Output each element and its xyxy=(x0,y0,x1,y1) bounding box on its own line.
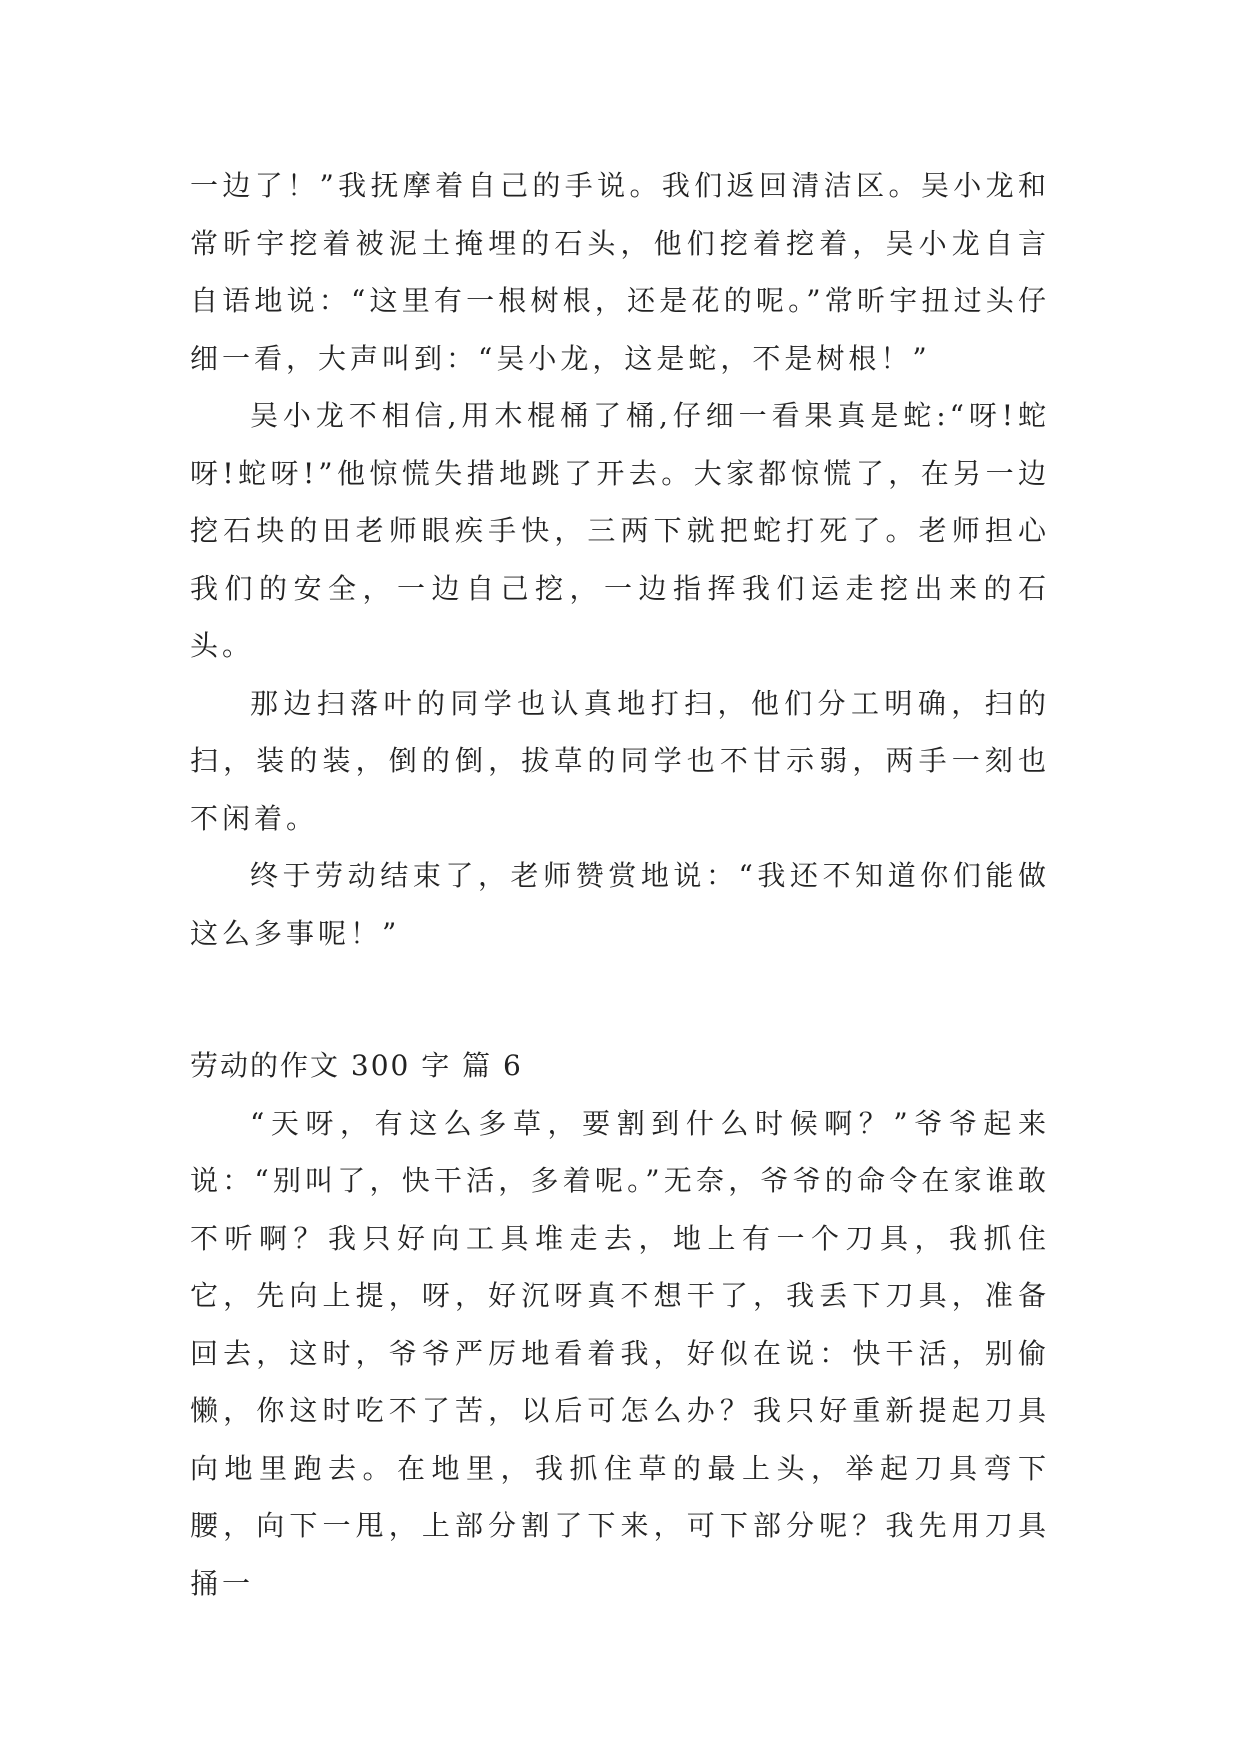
paragraph-continuation: 一边了！”我抚摩着自己的手说。我们返回清洁区。吴小龙和常昕宇挖着被泥土掩埋的石头，他们挖着挖着，吴小龙自言自语地说：“这里有一根树根，还是花的呢。”常昕宇扭过头仔细一看，大声叫到：“吴小龙，这是蛇，不是树根！” xyxy=(190,169,1050,375)
paragraph-grandpa: “天呀，有这么多草，要割到什么时候啊？”爷爷起来说：“别叫了，快干活，多着呢。”无奈，爷爷的命令在家谁敢不听啊？我只好向工具堆走去，地上有一个刀具，我抓住它，先向上提，呀，好沉呀真不想干了，我丢下刀具，准备回去，这时，爷爷严厉地看着我，好似在说：快干活，别偷懒，你这时吃不了苦，以后可怎么办？我只好重新提起刀具向地里跑去。在地里，我抓住草的最上头，举起刀具弯下腰，向下一甩，上部分割了下来，可下部分呢？我先用刀具捅一 xyxy=(190,1106,1050,1600)
paragraph-snake: 吴小龙不相信,用木棍桶了桶,仔细一看果真是蛇:“呀!蛇呀!蛇呀!”他惊慌失措地跳了开去。大家都惊慌了，在另一边挖石块的田老师眼疾手快，三两下就把蛇打死了。老师担心我们的安全，一边自己挖，一边指挥我们运走挖出来的石头。 xyxy=(190,399,1050,662)
paragraph-sweeping: 那边扫落叶的同学也认真地打扫，他们分工明确，扫的扫，装的装，倒的倒，拔草的同学也不甘示弱，两手一刻也不闲着。 xyxy=(190,686,1050,835)
paragraph-teacher-praise: 终于劳动结束了，老师赞赏地说：“我还不知道你们能做这么多事呢！” xyxy=(190,859,1050,950)
section-title: 劳动的作文 300 字 篇 6 xyxy=(190,1049,523,1082)
document-body xyxy=(190,157,1050,1612)
